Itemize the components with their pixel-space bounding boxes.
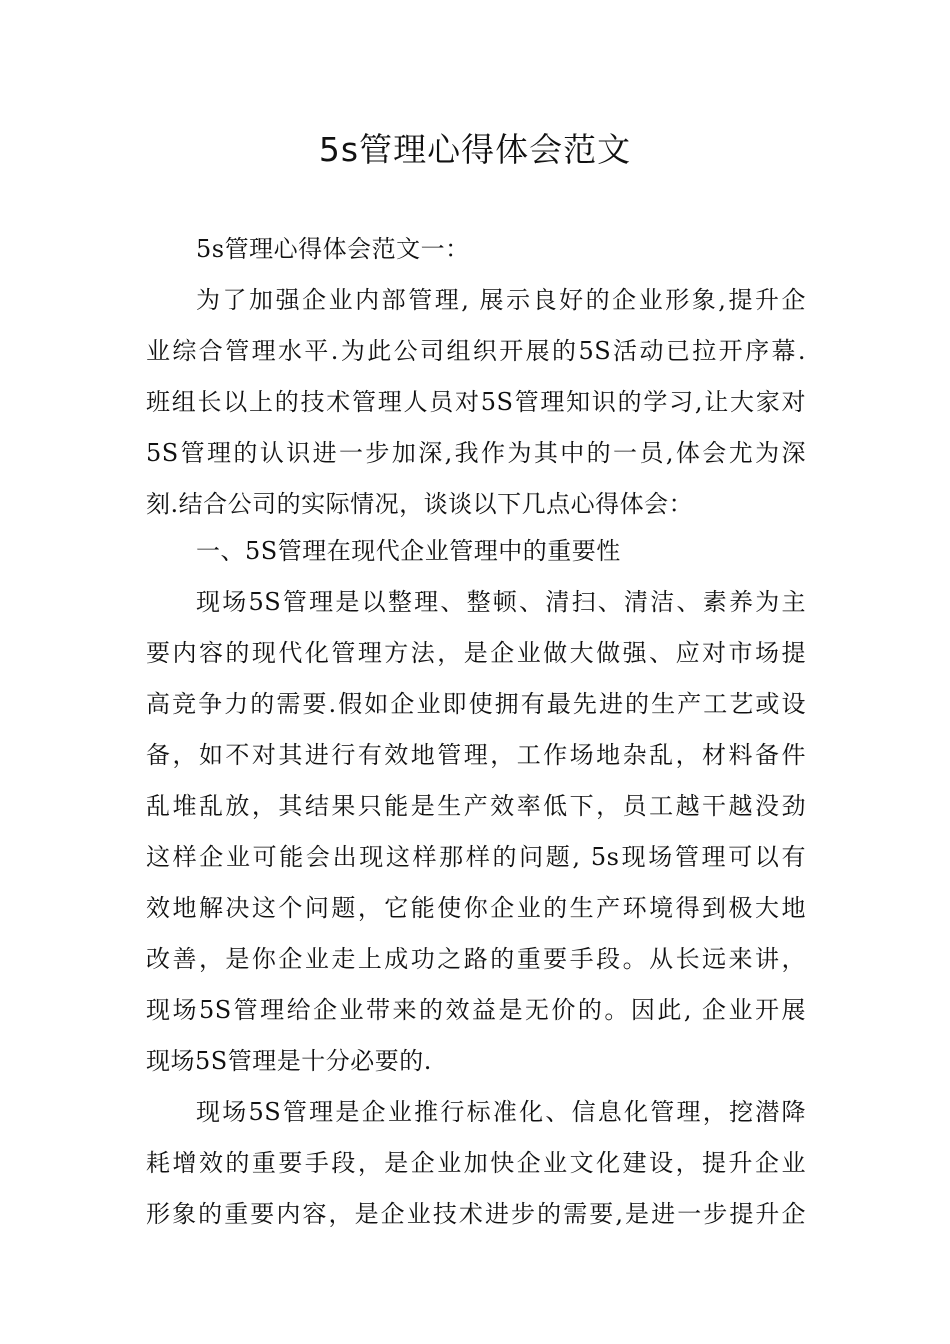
- paragraph-line: 5S管理的认识进一步加深,我作为其中的一员,体会尤为深: [146, 439, 806, 467]
- paragraph-line: 效地解决这个问题，它能使你企业的生产环境得到极大地: [146, 894, 806, 922]
- document-body: [146, 228, 806, 1235]
- paragraph-line: 要内容的现代化管理方法，是企业做大做强、应对市场提: [146, 639, 806, 667]
- paragraph-line: 这样企业可能会出现这样那样的问题, 5s现场管理可以有: [146, 843, 806, 871]
- document-title: 5s管理心得体会范文: [318, 130, 632, 169]
- paragraph-line: 乱堆乱放，其结果只能是生产效率低下，员工越干越没劲: [146, 792, 806, 820]
- paragraph-line: 改善，是你企业走上成功之路的重要手段。从长远来讲，: [146, 945, 806, 973]
- paragraph-line: 现场5S管理是企业推行标准化、信息化管理，挖潜降: [196, 1098, 806, 1126]
- section-heading-2: 一、5S管理在现代企业管理中的重要性: [196, 537, 621, 565]
- paragraph-line: 高竞争力的需要.假如企业即使拥有最先进的生产工艺或设: [146, 690, 806, 718]
- paragraph-line: 业综合管理水平.为此公司组织开展的5S活动已拉开序幕.: [146, 337, 806, 365]
- paragraph-line: 现场5S管理是十分必要的.: [146, 1047, 432, 1075]
- paragraph-line: 现场5S管理给企业带来的效益是无价的。因此, 企业开展: [146, 996, 806, 1024]
- paragraph-line: 为了加强企业内部管理, 展示良好的企业形象,提升企: [196, 286, 806, 314]
- paragraph-line: 现场5S管理是以整理、整顿、清扫、清洁、素养为主: [196, 588, 806, 616]
- paragraph-line: 耗增效的重要手段，是企业加快企业文化建设，提升企业: [146, 1149, 806, 1177]
- paragraph-line: 备，如不对其进行有效地管理，工作场地杂乱，材料备件: [146, 741, 806, 769]
- section-heading-1: 5s管理心得体会范文一：: [196, 235, 470, 263]
- paragraph-line: 班组长以上的技术管理人员对5S管理知识的学习,让大家对: [146, 388, 806, 416]
- paragraph-line: 刻.结合公司的实际情况，谈谈以下几点心得体会：: [146, 490, 694, 518]
- paragraph-line: 形象的重要内容，是企业技术进步的需要,是进一步提升企: [146, 1200, 806, 1228]
